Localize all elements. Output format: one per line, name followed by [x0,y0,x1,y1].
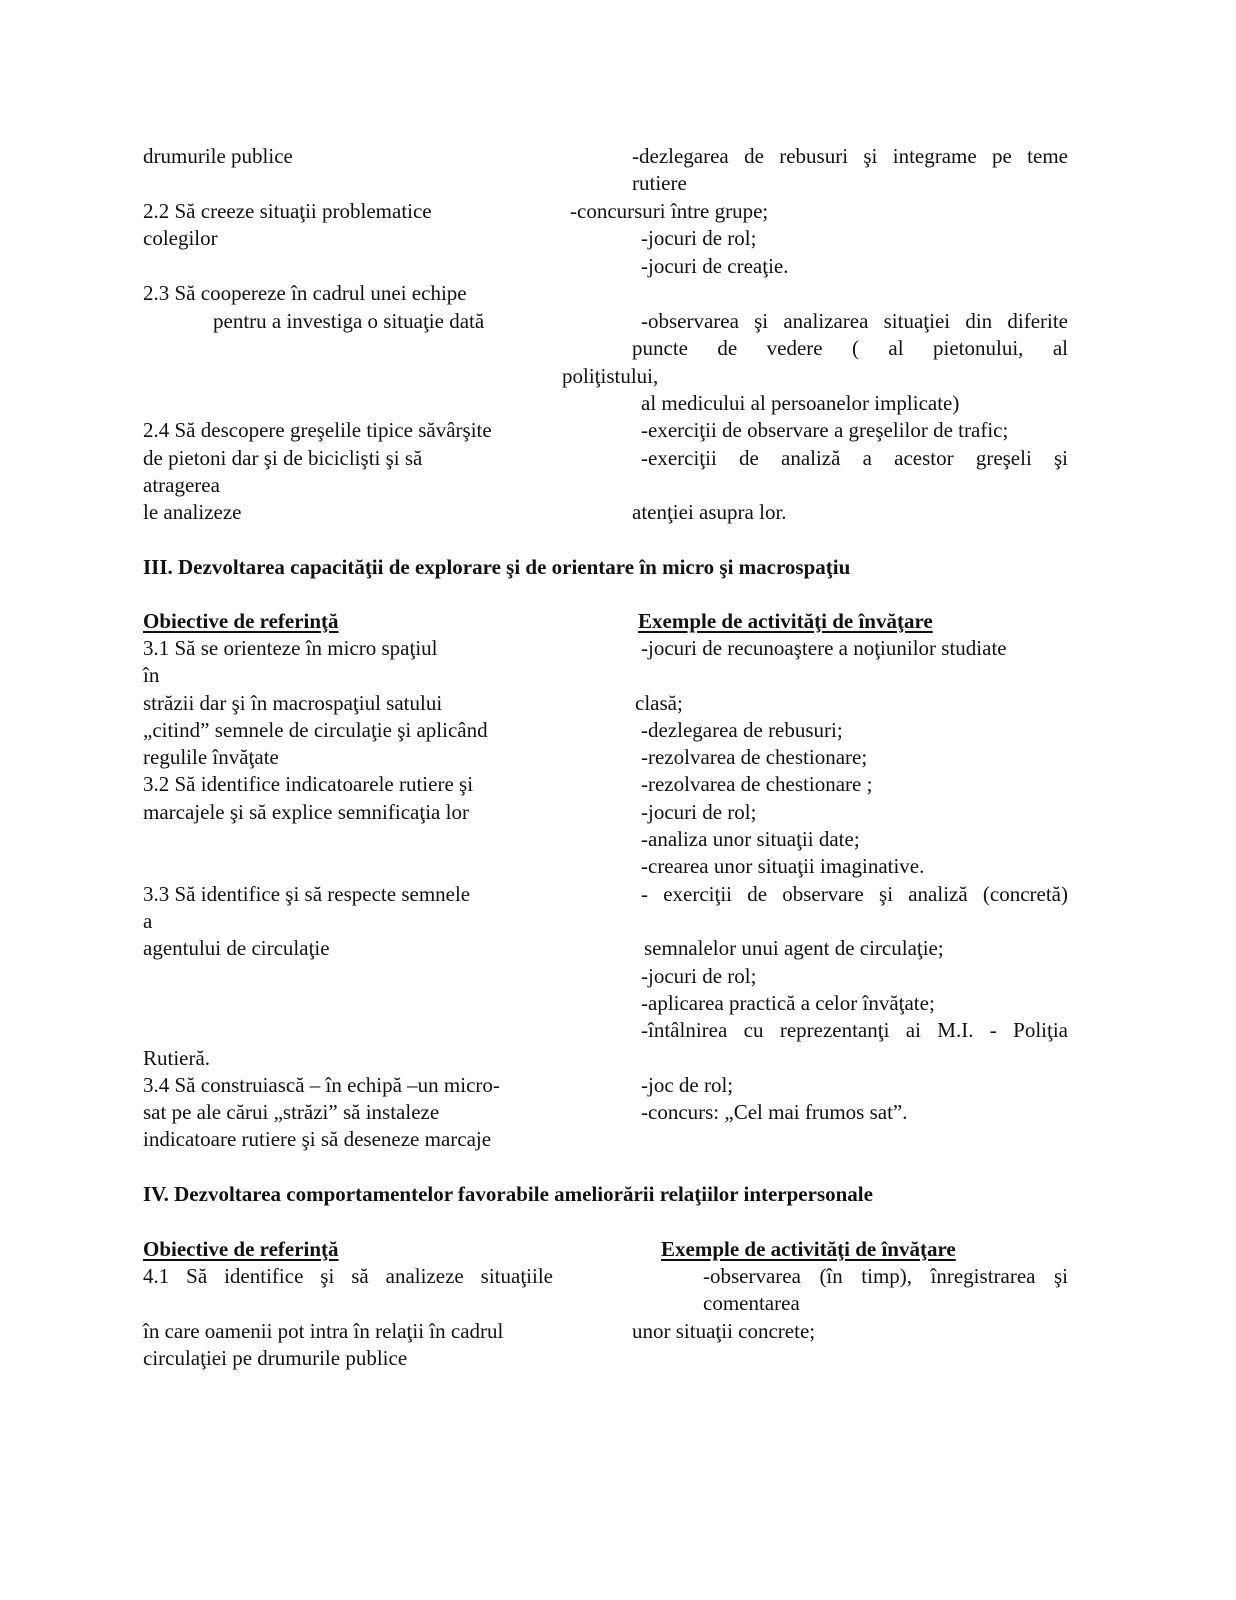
objective-line: 2.2 Să creeze situaţii problematice [143,199,432,223]
column-header-activities: Exemple de activităţi de învăţare [661,1237,956,1261]
column-header-activities: Exemple de activităţi de învăţare [638,609,933,633]
activity-line: -aplicarea practică a celor învăţate; [641,991,935,1015]
activity-line: semnalelor unui agent de circulaţie; [644,936,944,960]
objective-line: în [143,663,160,687]
objective-line: indicatoare rutiere şi să deseneze marcaje [143,1127,492,1151]
activity-line: -jocuri de rol; [641,226,757,250]
activity-line: -jocuri de rol; [641,800,757,824]
objective-line: circulaţiei pe drumurile publice [143,1346,408,1370]
column-header-objectives: Obiective de referinţă [143,1237,339,1261]
activity-line: -joc de rol; [641,1073,734,1097]
objective-line: străzii dar şi în macrospaţiul satului [143,691,443,715]
objective-line: 3.1 Să se orienteze în micro spaţiul [143,636,438,660]
activity-line: -dezlegarea de rebusuri; [641,718,843,742]
activity-line: -rezolvarea de chestionare ; [641,772,873,796]
activity-line: -concurs: „Cel mai frumos sat”. [641,1100,908,1124]
objective-line: 3.2 Să identifice indicatoarele rutiere şi [143,772,474,796]
activity-line: -jocuri de rol; [641,964,757,988]
activity-line: unor situaţii concrete; [632,1319,816,1343]
objective-line: le analizeze [143,500,242,524]
activity-line: -exerciţii de observare a greşelilor de trafic; [641,418,1009,442]
section-heading: III. Dezvoltarea capacităţii de explorare şi de orientare în micro şi macrospaţiu [143,555,851,579]
objective-line: marcajele şi să explice semnificaţia lor [143,800,469,824]
activity-line: atenţiei asupra lor. [632,500,787,524]
activity-line: -concursuri între grupe; [570,199,769,223]
objective-line: pentru a investiga o situaţie dată [213,309,485,333]
objective-line: drumurile publice [143,144,293,168]
activity-line: -analiza unor situaţii date; [641,827,860,851]
objective-line: 3.3 Să identifice şi să respecte semnele [143,882,471,906]
activity-line: -rezolvarea de chestionare; [641,745,868,769]
objective-line: în care oamenii pot intra în relaţii în cadrul [143,1319,504,1343]
activity-line: -jocuri de creaţie. [641,254,789,278]
objective-line: 3.4 Să construiască – în echipă –un micro- [143,1073,500,1097]
objective-line: agentului de circulaţie [143,936,330,960]
objective-line: sat pe ale cărui „străzi” să instaleze [143,1100,440,1124]
activity-line: clasă; [635,691,683,715]
activity-line: -observarea (în timp), înregistrarea şi [703,1264,1068,1288]
activity-line: puncte de vedere ( al pietonului, al [632,336,1068,360]
activity-line: -observarea şi analizarea situaţiei din diferite [641,309,1068,333]
objective-line: 4.1 Să identifice şi să analizeze situaţiile [143,1264,553,1288]
objective-line: de pietoni dar şi de biciclişti şi să [143,446,423,470]
activity-line: rutiere [632,171,687,195]
objective-line: 2.4 Să descopere greşelile tipice săvârşite [143,418,492,442]
activity-line: -dezlegarea de rebusuri şi integrame pe teme [632,144,1068,168]
activity-line: comentarea [703,1291,800,1315]
section-heading: IV. Dezvoltarea comportamentelor favorabile ameliorării relaţiilor interpersonale [143,1182,873,1206]
activity-line: -întâlnirea cu reprezentanţi ai M.I. - Poliţia [641,1018,1068,1042]
objective-line: regulile învăţate [143,745,279,769]
activity-line: al medicului al persoanelor implicate) [641,391,960,415]
objective-line: atragerea [143,473,220,497]
column-header-objectives: Obiective de referinţă [143,609,339,633]
activity-line: poliţistului, [562,364,659,388]
objective-line: 2.3 Să coopereze în cadrul unei echipe [143,281,467,305]
objective-line: colegilor [143,226,218,250]
activity-line: -jocuri de recunoaştere a noţiunilor studiate [641,636,1007,660]
objective-line: a [143,909,153,933]
activity-line: - exerciţii de observare şi analiză (concretă) [641,882,1068,906]
objective-line: Rutieră. [143,1046,211,1070]
activity-line: -crearea unor situaţii imaginative. [641,854,925,878]
activity-line: -exerciţii de analiză a acestor greşeli şi [641,446,1068,470]
objective-line: „citind” semnele de circulaţie şi aplicând [143,718,488,742]
